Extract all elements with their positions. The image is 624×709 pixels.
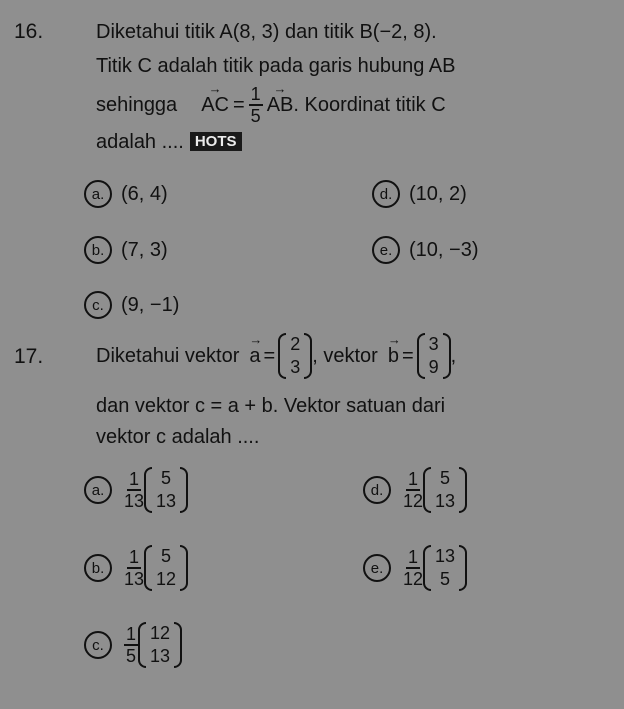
hots-badge: HOTS — [190, 132, 242, 151]
option-letter-circle: c. — [84, 291, 112, 319]
q16-line-2: Titik C adalah titik pada garis hubung AB — [96, 55, 456, 77]
q17-line-1 — [96, 330, 456, 382]
q17-option-c[interactable] — [84, 622, 182, 668]
fraction-numerator: 1 — [129, 469, 140, 489]
option-letter-circle: b. — [84, 554, 112, 582]
fraction-denominator: 12 — [403, 569, 424, 589]
option-vector — [423, 545, 467, 591]
q16-line-4-text: adalah .... — [96, 131, 184, 153]
q17-option-a[interactable] — [84, 467, 188, 513]
fraction-one-fifth — [249, 84, 263, 126]
vector-bottom: 5 — [440, 569, 451, 589]
fraction-denominator: 12 — [403, 491, 424, 511]
option-letter-circle: d. — [372, 180, 400, 208]
vector-a-top: 2 — [290, 334, 301, 354]
option-letter-circle: d. — [363, 476, 391, 504]
q16-option-d[interactable] — [372, 180, 467, 208]
vector-top: 5 — [161, 546, 172, 566]
option-letter-circle: e. — [363, 554, 391, 582]
option-fraction — [403, 469, 423, 511]
vector-top: 5 — [440, 468, 451, 488]
option-text: (10, 2) — [409, 182, 467, 205]
q16-line-1: Diketahui titik A(8, 3) dan titik B(−2, 8). — [96, 21, 437, 43]
option-letter-circle: a. — [84, 180, 112, 208]
fraction-numerator: 1 — [129, 547, 140, 567]
option-text: (10, −3) — [409, 238, 479, 261]
fraction-denominator: 5 — [126, 646, 137, 666]
q16-line-3-pre: sehingga — [96, 93, 178, 116]
q16-option-b[interactable] — [84, 236, 168, 264]
q17-line-1-post: , — [450, 344, 457, 367]
q16-option-c[interactable] — [84, 291, 179, 319]
q16-line-3-post: . Koordinat titik C — [293, 93, 446, 116]
option-vector — [138, 622, 182, 668]
vector-ac: → AC — [201, 94, 229, 117]
q17-option-d[interactable] — [363, 467, 467, 513]
vector-b-bottom: 9 — [428, 357, 439, 377]
option-letter-circle: a. — [84, 476, 112, 504]
vector-b-name: → b — [388, 345, 399, 368]
option-vector — [423, 467, 467, 513]
fraction-numerator: 1 — [408, 547, 419, 567]
q16-equals: = — [232, 93, 245, 116]
option-letter-circle: e. — [372, 236, 400, 264]
question-16-number: 16. — [14, 20, 44, 43]
option-text: (7, 3) — [121, 238, 168, 261]
option-text: (6, 4) — [121, 182, 168, 205]
vector-bottom: 12 — [156, 569, 177, 589]
fraction-denominator: 13 — [124, 491, 145, 511]
fraction-denominator: 13 — [124, 569, 145, 589]
q17-option-b[interactable] — [84, 545, 188, 591]
option-vector — [144, 545, 188, 591]
q16-option-e[interactable] — [372, 236, 478, 264]
vector-top: 12 — [150, 623, 171, 643]
vector-a — [278, 333, 312, 379]
q17-line-1-mid: , vektor — [312, 344, 378, 367]
vector-bottom: 13 — [435, 491, 456, 511]
q17-equals-a: = — [263, 344, 276, 367]
vector-a-name: → a — [249, 345, 260, 368]
vector-b — [417, 333, 451, 379]
fraction-numerator: 1 — [126, 624, 137, 644]
fraction-denominator: 5 — [250, 106, 261, 126]
fraction-numerator: 1 — [250, 84, 261, 104]
option-text: (9, −1) — [121, 293, 180, 316]
vector-ab: → AB — [267, 94, 294, 117]
option-fraction — [403, 547, 423, 589]
q17-line-2: dan vektor c = a + b. Vektor satuan dari — [96, 395, 446, 417]
option-letter-circle: b. — [84, 236, 112, 264]
fraction-numerator: 1 — [408, 469, 419, 489]
vector-top: 13 — [435, 546, 456, 566]
q17-option-e[interactable] — [363, 545, 467, 591]
option-vector — [144, 467, 188, 513]
option-fraction — [124, 624, 138, 666]
q17-line-3: vektor c adalah .... — [96, 426, 260, 448]
q17-equals-b: = — [401, 344, 414, 367]
vector-a-bottom: 3 — [290, 357, 301, 377]
vector-bottom: 13 — [150, 646, 171, 666]
option-letter-circle: c. — [84, 631, 112, 659]
vector-bottom: 13 — [156, 491, 177, 511]
q16-line-4 — [96, 131, 242, 154]
option-fraction — [124, 469, 144, 511]
option-fraction — [124, 547, 144, 589]
q17-line-1-pre: Diketahui vektor — [96, 344, 240, 367]
q16-line-3 — [96, 84, 446, 126]
vector-b-top: 3 — [428, 334, 439, 354]
vector-top: 5 — [161, 468, 172, 488]
q16-option-a[interactable] — [84, 180, 168, 208]
question-17-number: 17. — [14, 345, 44, 368]
